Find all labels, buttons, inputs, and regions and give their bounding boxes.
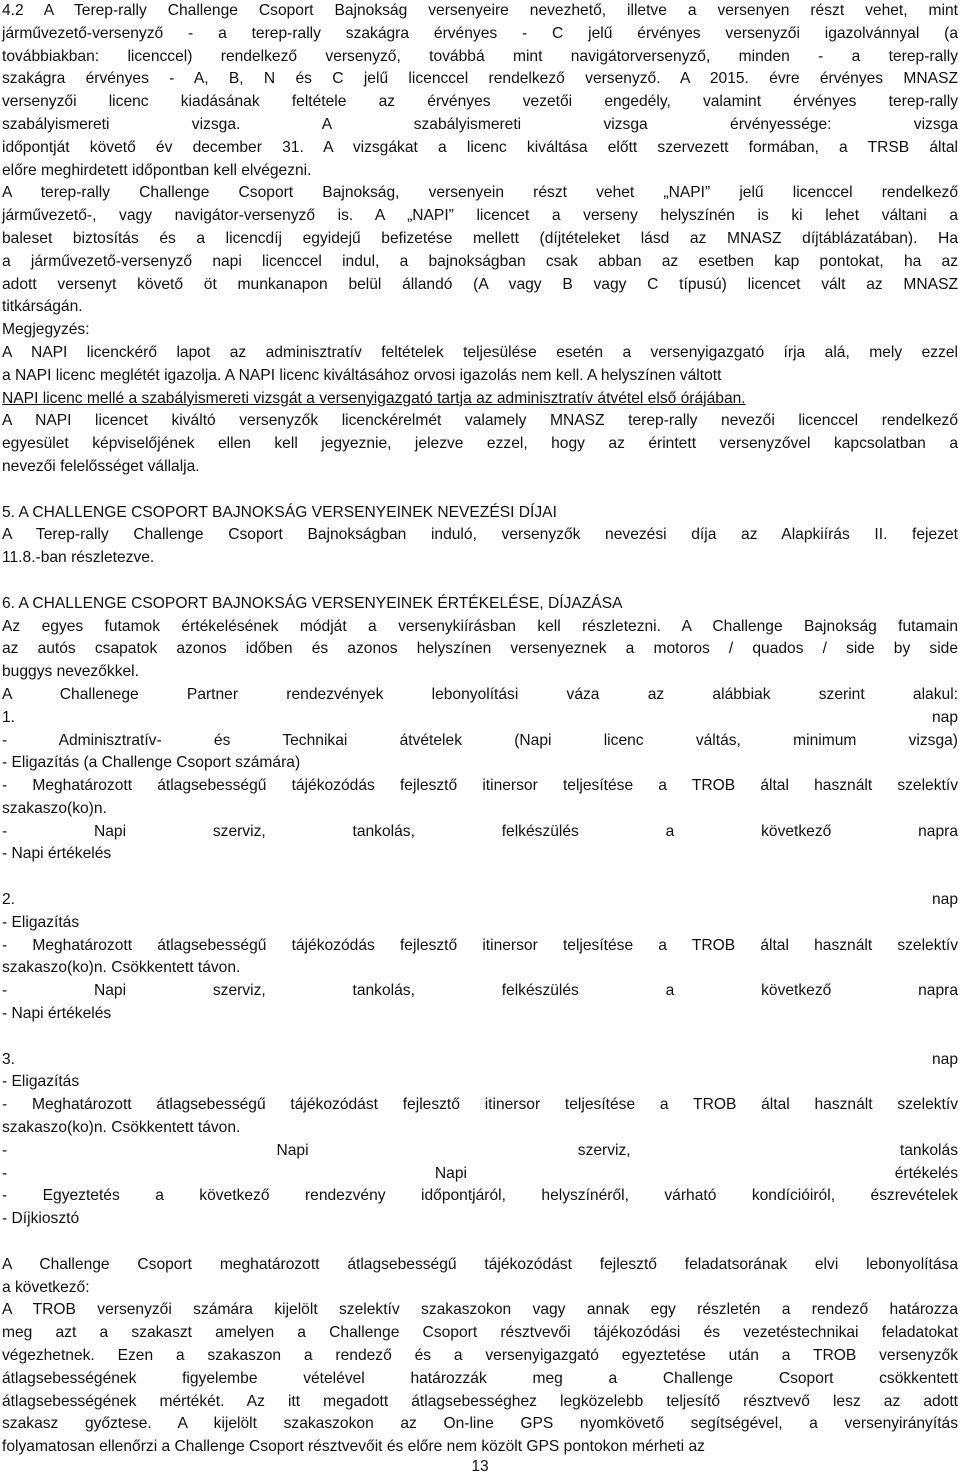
text-line: Megjegyzés:: [2, 321, 90, 339]
text-line: szakaszo(ko)n. Csökkentett távon.: [2, 1119, 241, 1137]
text-line: 5. A CHALLENGE CSOPORT BAJNOKSÁG VERSENYEINEK NEVEZÉSI DÍJAI: [2, 503, 557, 521]
text-line: A TROB versenyzői számára kijelölt szelektív szakaszokon vagy annak egy részletén a rendező határozza: [2, 1301, 958, 1319]
paragraph: [2, 684, 958, 775]
text-line: átlagsebességének figyelembe vételével határozzák meg a Challenge Csoport csökkentett: [2, 1369, 958, 1387]
text-line: adott versenyt követő öt munkanapon belül állandó (A vagy B vagy C típusú) licencet vált az MNASZ: [2, 275, 958, 293]
text-line: 6. A CHALLENGE CSOPORT BAJNOKSÁG VERSENYEINEK ÉRTÉKELÉSE, DÍJAZÁSA: [2, 594, 623, 612]
text-line: 4.2 A Terep-rally Challenge Csoport Bajnokság versenyeire nevezhető, illetve a versenyen részt vehet, mint: [2, 2, 958, 19]
text-line: szakasz győztese. A kijelölt szakaszokon az On-line GPS nyomkövető segítségével, a versenyirányítás: [2, 1415, 958, 1433]
paragraph: [2, 524, 958, 570]
text-line: - Napi értékelés: [2, 1005, 112, 1023]
text-line: A Challenge Csoport meghatározott átlagsebességű tájékozódást fejlesztő feladatsorának elvi lebonyolítása: [2, 1255, 958, 1273]
text-line: - Eligazítás: [2, 913, 80, 931]
text-line: szakágra érvényes - A, B, N és C jelű licenccel rendelkező versenyző. A 2015. évre érvényes MNASZ: [2, 70, 958, 88]
paragraph-gap: [2, 570, 958, 593]
text-line: végezhetnek. Ezen a szakaszon a rendező és a versenyigazgató egyeztetése után a TROB versenyzők: [2, 1347, 958, 1365]
text-line: továbbiakban: licenccel) rendelkező versenyző, továbbá mint navigátorversenyző, minden - a terep-rally: [2, 47, 958, 65]
paragraph: [2, 388, 958, 411]
text-line: a járművezető-versenyző napi licenccel indul, a bajnokságban csak abban az esetben kap pontokat, ha az: [2, 252, 958, 270]
text-line: 1. nap: [2, 708, 958, 726]
text-line: járművezető-, vagy navigátor-versenyző is. A „NAPI” licencet a verseny helyszínén is ki lehet váltani a: [2, 207, 958, 225]
page-number: 13: [471, 1458, 489, 1475]
text-line: - Adminisztratív- és Technikai átvételek (Napi licenc váltás, minimum vizsga): [2, 731, 958, 749]
text-line: előre meghirdetett időpontban kell elvégezni.: [2, 161, 312, 179]
text-line: titkárságán.: [2, 298, 83, 316]
text-line: 2. nap: [2, 891, 958, 909]
paragraph-gap: [2, 1231, 958, 1254]
text-line: - Napi szerviz, tankolás: [2, 1141, 958, 1159]
text-line: időpontját követő év december 31. A vizsgákat a licenc kiváltása előtt szervezett formában, a TRSB által: [2, 138, 958, 156]
paragraph: [2, 935, 958, 981]
text-line: buggys nevezőkkel.: [2, 663, 139, 681]
paragraph: [2, 1299, 958, 1459]
paragraph: [2, 0, 958, 182]
text-line: A NAPI licencet kiváltó versenyzők licenckérelmét valamely MNASZ terep-rally nevezői licenccel rendelkező: [2, 412, 958, 430]
paragraph: [2, 502, 958, 525]
text-line: A Challenege Partner rendezvények lebonyolítási váza az alábbiak szerint alakul:: [2, 685, 958, 703]
paragraph-gap: [2, 1026, 958, 1049]
paragraph: [2, 1049, 958, 1095]
text-line: folyamatosan ellenőrzi a Challenge Csoport résztvevőit és előre nem közölt GPS pontokon mérheti az: [2, 1438, 705, 1456]
paragraph-gap: [2, 866, 958, 889]
text-line: szakaszo(ko)n.: [2, 799, 107, 817]
text-line: - Meghatározott átlagsebességű tájékozódást fejlesztő itinersor teljesítése a TROB által használt szelektív: [2, 1096, 958, 1114]
paragraph-gap: [2, 479, 958, 502]
text-line: átlagsebességének mértékét. Az itt megadott átlagsebességhez legközelebb teljesítő résztvevő lesz az adott: [2, 1392, 958, 1410]
text-line: - Egyeztetés a következő rendezvény időpontjáról, helyszínéről, várható kondícióiról, észrevételek: [2, 1187, 958, 1205]
text-line: nevezői felelősséget vállalja.: [2, 457, 200, 475]
paragraph: [2, 342, 958, 388]
text-line: - Meghatározott átlagsebességű tájékozódás fejlesztő itinersor teljesítése a TROB által használt szelektív: [2, 777, 958, 795]
text-line: - Meghatározott átlagsebességű tájékozódás fejlesztő itinersor teljesítése a TROB által használt szelektív: [2, 936, 958, 954]
text-line: a NAPI licenc meglétét igazolja. A NAPI licenc kiváltásához orvosi igazolás nem kell. A helyszínen váltott: [2, 366, 722, 384]
text-line: meg azt a szakaszt amelyen a Challenge Csoport résztvevői tájékozódási és vezetéstechnikai feladatokat: [2, 1324, 958, 1342]
text-line: - Napi értékelés: [2, 845, 112, 863]
text-line: járművezető-versenyző - a terep-rally szakágra érvényes - C jelű érvényes versenyzői igazolvánnyal (a: [2, 24, 958, 42]
paragraph: [2, 1254, 958, 1300]
text-line: A Terep-rally Challenge Csoport Bajnokságban induló, versenyzők nevezési díja az Alapkiírás II. fejezet: [2, 526, 958, 544]
paragraph: [2, 1094, 958, 1140]
text-line: NAPI licenc mellé a szabályismereti vizsgát a versenyigazgató tartja az adminisztratív átvétel első órájában.: [2, 389, 746, 407]
paragraph: [2, 182, 958, 319]
text-line: versenyzői licenc kiadásának feltétele az érvényes vezetői engedély, valamint érvényes terep-rally: [2, 93, 958, 111]
paragraph: [2, 593, 958, 616]
paragraph: [2, 775, 958, 821]
text-line: az autós csapatok azonos időben és azonos helyszínen versenyeznek a motoros / quados / side by side: [2, 640, 958, 658]
text-line: A terep-rally Challenge Csoport Bajnokság, versenyein részt vehet „NAPI” jelű licenccel rendelkező: [2, 184, 958, 202]
paragraph: [2, 616, 958, 684]
paragraph: [2, 1140, 958, 1231]
text-line: 3. nap: [2, 1050, 958, 1068]
text-line: Az egyes futamok értékelésének módját a versenykiírásban kell részletezni. A Challenge Bajnokság futamain: [2, 617, 958, 635]
paragraph: [2, 410, 958, 478]
text-line: baleset biztosítás és a licencdíj egyidejű befizetése mellett (díjtételeket lásd az MNASZ díjtáblázatában). Ha: [2, 229, 958, 247]
text-line: szakaszo(ko)n. Csökkentett távon.: [2, 959, 241, 977]
text-line: - Eligazítás: [2, 1073, 80, 1091]
text-line: a következő:: [2, 1278, 90, 1296]
text-line: - Napi értékelés: [2, 1164, 958, 1182]
text-line: - Díjkiosztó: [2, 1210, 80, 1228]
text-line: - Napi szerviz, tankolás, felkészülés a következő napra: [2, 822, 958, 840]
text-line: szabályismereti vizsga. A szabályismereti vizsga érvényessége: vizsga: [2, 115, 958, 133]
text-line: egyesület képviselőjének ellen kell jegyeznie, jelezve ezzel, hogy az érintett versenyzővel kapcsolatban a: [2, 435, 958, 453]
paragraph: [2, 889, 958, 935]
text-line: 11.8.-ban részletezve.: [2, 549, 155, 567]
text-line: - Napi szerviz, tankolás, felkészülés a következő napra: [2, 982, 958, 1000]
document-body: [2, 0, 958, 1459]
paragraph: [2, 319, 958, 342]
paragraph: [2, 821, 958, 867]
text-line: A NAPI licenckérő lapot az adminisztratív feltételek teljesülése esetén a versenyigazgató írja alá, mely ezzel: [2, 343, 958, 361]
paragraph: [2, 980, 958, 1026]
text-line: - Eligazítás (a Challenge Csoport számára): [2, 754, 301, 772]
